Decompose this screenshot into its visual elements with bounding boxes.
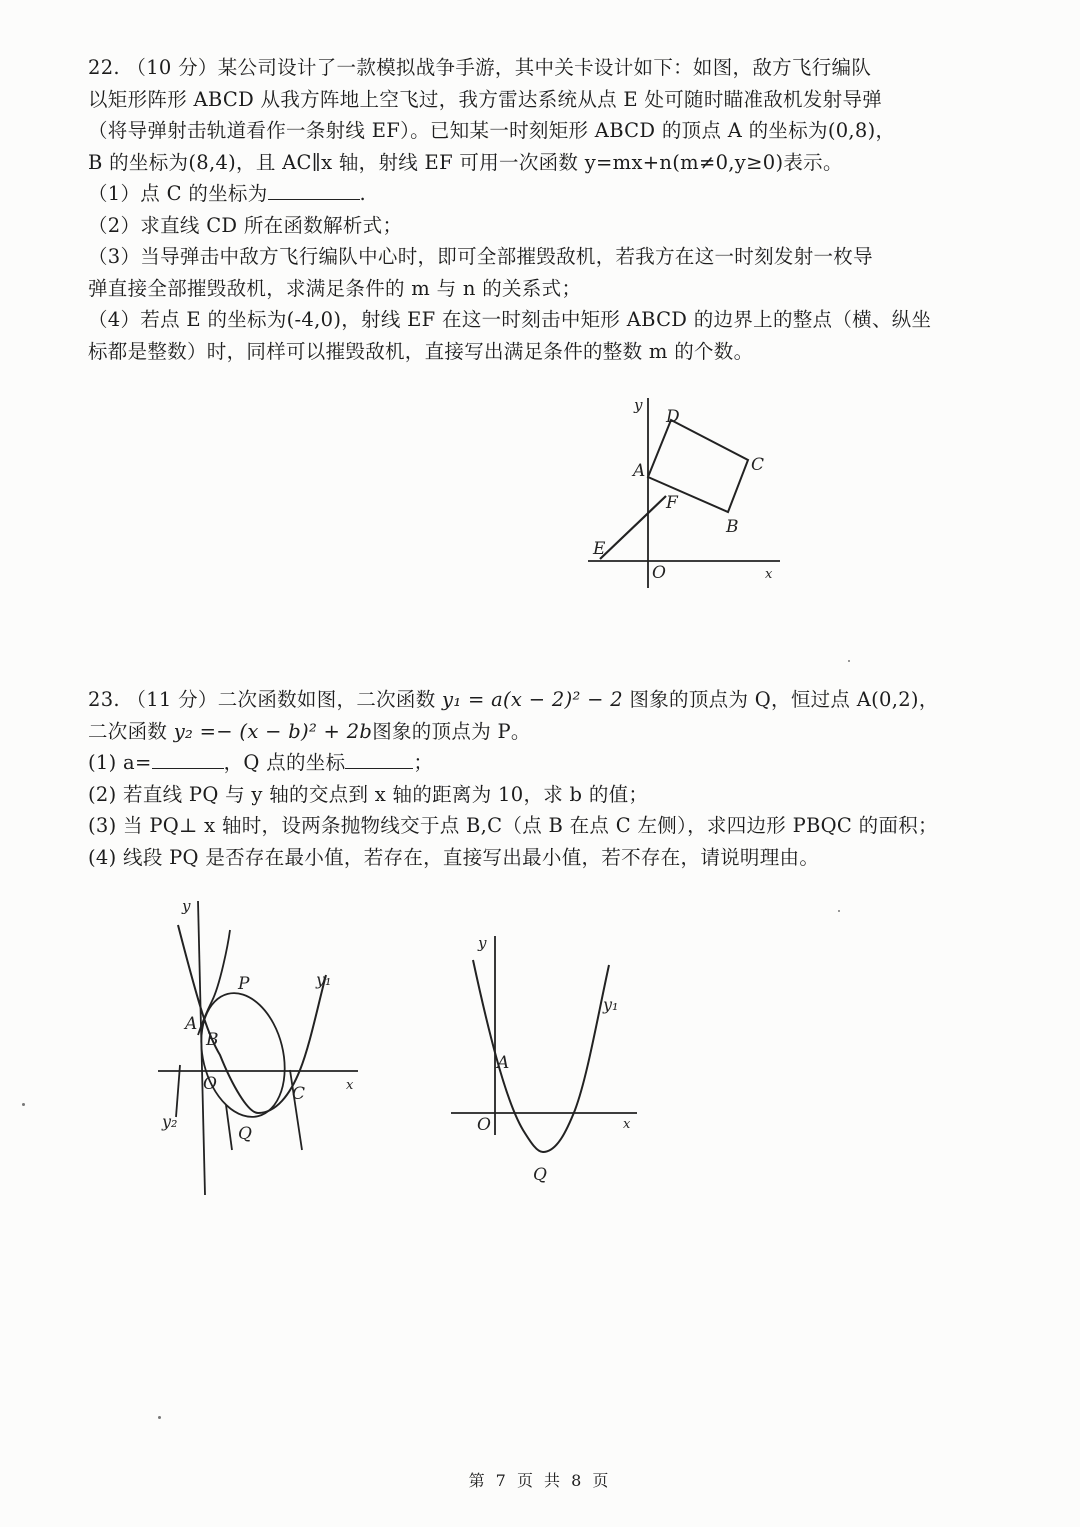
point-p-label: P bbox=[238, 974, 250, 994]
y1-formula: y₁ = a(x − 2)² − 2 bbox=[442, 688, 623, 711]
q22-part-3-line-1: （3）当导弹击中敌方飞行编队中心时，即可全部摧毁敌机，若我方在这一时刻发射一枚导 bbox=[88, 245, 873, 268]
q22-stem-line-4: B 的坐标为(8,4)，且 AC∥x 轴，射线 EF 可用一次函数 y=mx+n(m≠0,y≥0)表示。 bbox=[88, 150, 843, 174]
parabola-y2-loop bbox=[189, 984, 297, 1126]
point-q-label: Q bbox=[533, 1165, 547, 1185]
q22-part-1-end: . bbox=[359, 182, 367, 205]
y2-formula: y₂ =− (x − b)² + 2b bbox=[173, 719, 373, 743]
q22-part-1-text: （1）点 C 的坐标为 bbox=[88, 182, 268, 205]
q23-stem-line-1 bbox=[88, 684, 939, 716]
parabola-y2-left-arm bbox=[176, 1065, 180, 1117]
q23-part-1-text: (1) a= bbox=[88, 751, 152, 774]
q23-part-2: (2) 若直线 PQ 与 y 轴的交点到 x 轴的距离为 10，求 b 的值； bbox=[88, 782, 649, 806]
q23-part-1-end: ； bbox=[413, 751, 434, 774]
point-c-label: C bbox=[292, 1084, 306, 1104]
q22-part-2: （2）求直线 CD 所在函数解析式； bbox=[88, 213, 403, 237]
ray-ef bbox=[600, 496, 666, 559]
q23-part-4: (4) 线段 PQ 是否存在最小值，若存在，直接写出最小值，若不存在，请说明理由。 bbox=[88, 845, 820, 869]
q23-stem-text-4: 图象的顶点为 P。 bbox=[372, 719, 531, 743]
y-axis-label: y bbox=[634, 396, 643, 414]
scan-speck bbox=[838, 910, 840, 912]
y2-label: y₂ bbox=[162, 1112, 178, 1131]
q22-stem-line-3: （将导弹射击轨道看作一条射线 EF）。已知某一时刻矩形 ABCD 的顶点 A 的坐标为(0,8)， bbox=[88, 119, 896, 142]
q23-part-1 bbox=[88, 747, 898, 779]
scan-speck bbox=[22, 1103, 25, 1106]
point-a-label: A bbox=[497, 1053, 510, 1073]
q23-stem-line-2 bbox=[88, 716, 898, 748]
q23-figure-1 bbox=[150, 895, 370, 1205]
parabola-y2-lower-arm bbox=[290, 1070, 302, 1150]
q22-stem-line-2: 以矩形阵形 ABCD 从我方阵地上空飞过，我方雷达系统从点 E 处可随时瞄准敌机发射导弹 bbox=[88, 87, 883, 111]
q23-figure-2 bbox=[445, 930, 645, 1190]
q22-part-1 bbox=[88, 178, 898, 210]
y-axis-label: y bbox=[478, 934, 487, 952]
answer-blank bbox=[268, 179, 360, 200]
parabola-y1 bbox=[473, 960, 609, 1152]
question-23 bbox=[88, 684, 939, 873]
q22-part-4-line-2: 标都是整数）时，同样可以摧毁敌机，直接写出满足条件的整数 m 的个数。 bbox=[88, 339, 754, 363]
page-footer: 第 7 页 共 8 页 bbox=[468, 1471, 612, 1490]
x-axis-label: x bbox=[346, 1078, 354, 1093]
y-axis-label: y bbox=[182, 897, 191, 915]
q22-stem-line-1: 22. （10 分）某公司设计了一款模拟战争手游，其中关卡设计如下：如图，敌方飞行编队 bbox=[88, 56, 872, 79]
scan-speck bbox=[848, 660, 850, 662]
origin-label: O bbox=[477, 1115, 491, 1135]
point-c-label: C bbox=[751, 455, 765, 475]
point-a-label: A bbox=[633, 461, 646, 481]
parabola-y1-lower-arm bbox=[226, 1105, 232, 1150]
q22-figure bbox=[580, 390, 790, 590]
point-a-label: A bbox=[185, 1014, 198, 1034]
scan-speck bbox=[158, 1416, 161, 1419]
answer-blank bbox=[345, 748, 413, 769]
answer-blank bbox=[152, 748, 224, 769]
point-b-label: B bbox=[726, 517, 739, 537]
q23-stem-text-3: 二次函数 bbox=[88, 719, 174, 743]
point-e-label: E bbox=[593, 539, 606, 559]
q23-stem-text-2: 图象的顶点为 Q，恒过点 A(0,2)， bbox=[622, 688, 939, 711]
x-axis-label: x bbox=[765, 567, 773, 582]
q23-part-1-text-2: ，Q 点的坐标 bbox=[223, 751, 346, 774]
origin-label: O bbox=[652, 563, 666, 583]
point-b-label: B bbox=[206, 1030, 219, 1050]
point-d-label: D bbox=[666, 407, 680, 427]
point-f-label: F bbox=[666, 493, 678, 513]
parabola-y2-upper-arm bbox=[198, 930, 230, 1035]
x-axis-label: x bbox=[623, 1117, 631, 1132]
q22-part-4-line-1: （4）若点 E 的坐标为(-4,0)，射线 EF 在这一时刻击中矩形 ABCD 的边界上的整点（横、纵坐 bbox=[88, 308, 932, 331]
q23-stem-text-1: 23. （11 分）二次函数如图，二次函数 bbox=[88, 688, 443, 711]
origin-label: O bbox=[203, 1074, 217, 1094]
y1-label: y₁ bbox=[603, 995, 619, 1014]
y1-label: y₁ bbox=[316, 970, 332, 989]
question-22 bbox=[88, 52, 932, 367]
q22-part-3-line-2: 弹直接全部摧毁敌机，求满足条件的 m 与 n 的关系式； bbox=[88, 276, 582, 300]
q23-part-3: (3) 当 PQ⊥ x 轴时，设两条抛物线交于点 B,C（点 B 在点 C 左侧），求四边形 PBQC 的面积； bbox=[88, 814, 938, 837]
point-q-label: Q bbox=[238, 1124, 252, 1144]
